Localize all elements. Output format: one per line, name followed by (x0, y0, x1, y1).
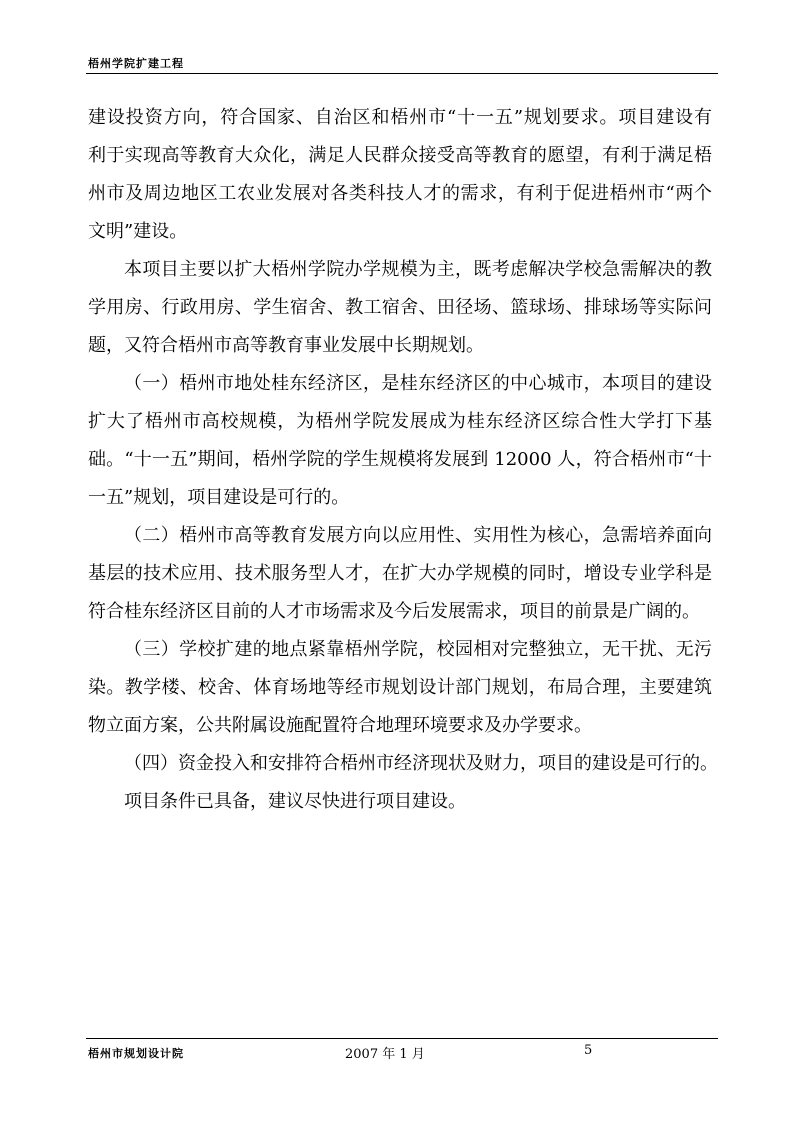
footer-rule (86, 1038, 718, 1039)
text-line: 本项目主要以扩大梧州学院办学规模为主，既考虑解决学校急需解决的教 (124, 259, 712, 280)
paragraph (88, 783, 712, 821)
paragraph (88, 365, 712, 517)
text-line: 题，又符合梧州市高等教育事业发展中长期规划。 (88, 335, 484, 356)
text-line: 符合桂东经济区目前的人才市场需求及今后发展需求，项目的前景是广阔的。 (88, 601, 700, 622)
text-line: 物立面方案，公共附属设施配置符合地理环境要求及办学要求。 (88, 715, 592, 736)
header-rule (86, 73, 718, 74)
document-body (88, 99, 718, 821)
text-line: 项目条件已具备，建议尽快进行项目建设。 (124, 791, 466, 812)
text-line: 染。教学楼、校舍、体育场地等经市规划设计部门规划，布局合理，主要建筑 (88, 677, 712, 698)
text-line: 文明”建设。 (88, 221, 188, 242)
page-number: 5 (584, 1043, 593, 1058)
paragraph (88, 631, 712, 745)
paragraph (88, 251, 712, 365)
paragraph (88, 745, 718, 783)
text-line: 扩大了梧州市高校规模，为梧州学院发展成为桂东经济区综合性大学打下基 (88, 411, 712, 432)
text-line: 础。“十一五”期间，梧州学院的学生规模将发展到 12000 人，符合梧州市“十 (88, 449, 712, 470)
running-header: 梧州学院扩建工程 (88, 57, 184, 70)
footer-organization: 梧州市规划设计院 (88, 1047, 184, 1060)
text-line: 一五”规划，项目建设是可行的。 (88, 487, 350, 508)
text-line: 学用房、行政用房、学生宿舍、教工宿舍、田径场、篮球场、排球场等实际问 (88, 297, 712, 318)
text-line: 基层的技术应用、技术服务型人才，在扩大办学规模的同时，增设专业学科是 (88, 563, 712, 584)
paragraph (88, 517, 712, 631)
text-line: （一）梧州市地处桂东经济区，是桂东经济区的中心城市，本项目的建设 (124, 373, 712, 394)
text-line: 建设投资方向，符合国家、自治区和梧州市“十一五”规划要求。项目建设有 (88, 107, 712, 128)
text-line: （二）梧州市高等教育发展方向以应用性、实用性为核心，急需培养面向 (124, 525, 712, 546)
text-line: （四）资金投入和安排符合梧州市经济现状及财力，项目的建设是可行的。 (124, 753, 718, 774)
footer-date: 2007 年 1 月 (345, 1047, 425, 1062)
text-line: 州市及周边地区工农业发展对各类科技人才的需求，有利于促进梧州市“两个 (88, 183, 712, 204)
text-line: 利于实现高等教育大众化，满足人民群众接受高等教育的愿望，有利于满足梧 (88, 145, 712, 166)
text-line: （三）学校扩建的地点紧靠梧州学院，校园相对完整独立，无干扰、无污 (124, 639, 712, 660)
paragraph (88, 99, 712, 251)
